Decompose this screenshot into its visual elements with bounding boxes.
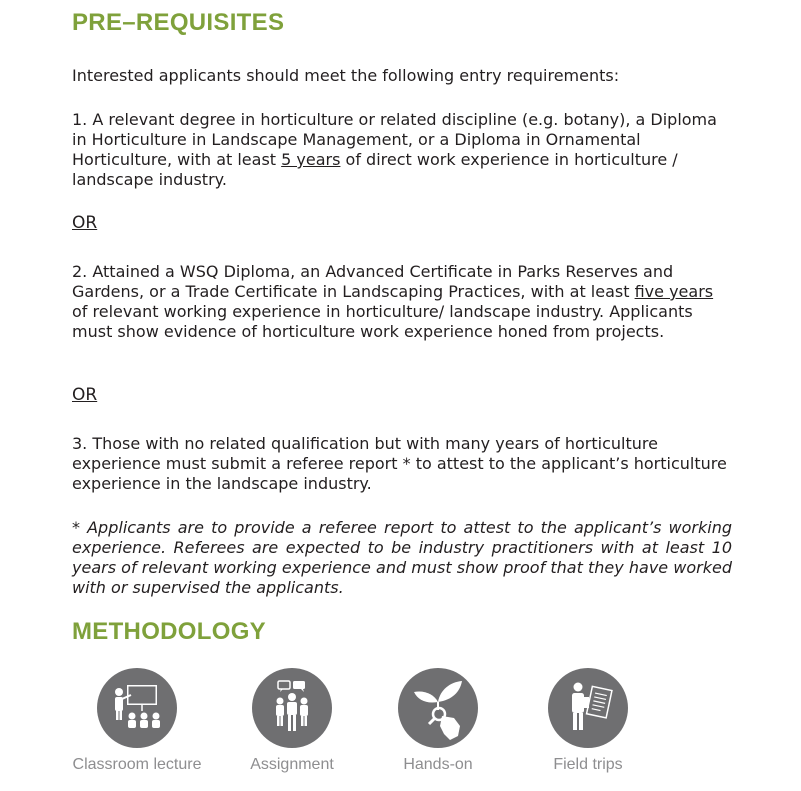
or-separator-1: OR: [72, 213, 98, 233]
requirement-1-emphasis: 5 years: [281, 150, 341, 169]
assignment-icon: [252, 668, 332, 748]
requirement-2: [72, 262, 732, 342]
field-trips-icon: [548, 668, 628, 748]
classroom-lecture-icon: [97, 668, 177, 748]
or-separator-2: OR: [72, 385, 98, 405]
method-field-trips: [508, 668, 668, 774]
method-classroom-lecture: [57, 668, 217, 774]
method-caption: Classroom lecture: [72, 756, 202, 773]
requirement-1-text-start: 1. A relevant degree in horticulture or related discipline (e.g. botany), a Diploma in Horticulture in Landscape Management, or a Diploma in Ornamental Horticulture, with at least: [72, 110, 717, 169]
method-hands-on: [358, 668, 518, 774]
requirement-3: 3. Those with no related qualification but with many years of horticulture experience must submit a referee report * to attest to the applicant’s horticulture experience in the landscape industry.: [72, 434, 727, 493]
method-assignment: [212, 668, 372, 774]
hands-on-icon: [398, 668, 478, 748]
requirement-2-text-end: of relevant working experience in horticulture/ landscape industry. Applicants must show evidence of horticulture work experience honed from projects.: [72, 302, 693, 341]
requirement-2-emphasis: five years: [634, 282, 714, 301]
prerequisites-intro: Interested applicants should meet the following entry requirements:: [72, 66, 620, 85]
method-caption: Hands-on: [403, 756, 473, 773]
method-caption: Field trips: [553, 756, 623, 773]
requirement-2-text-start: 2. Attained a WSQ Diploma, an Advanced Certificate in Parks Reserves and Gardens, or a Trade Certificate in Landscaping Practices, with at least: [72, 262, 674, 301]
requirement-1: [72, 110, 732, 190]
methodology-heading: METHODOLOGY: [72, 618, 266, 645]
requirement-1-text-end: of direct work experience in horticulture / landscape industry.: [72, 150, 678, 189]
prerequisites-heading: PRE–REQUISITES: [72, 9, 285, 36]
referee-note: * Applicants are to provide a referee report to attest to the applicant’s working experience. Referees are expected to be industry practitioners with at least 10 years of relevant working experience and must show proof that they have worked with or supervised the applicants.: [72, 518, 732, 597]
method-caption: Assignment: [250, 756, 334, 773]
